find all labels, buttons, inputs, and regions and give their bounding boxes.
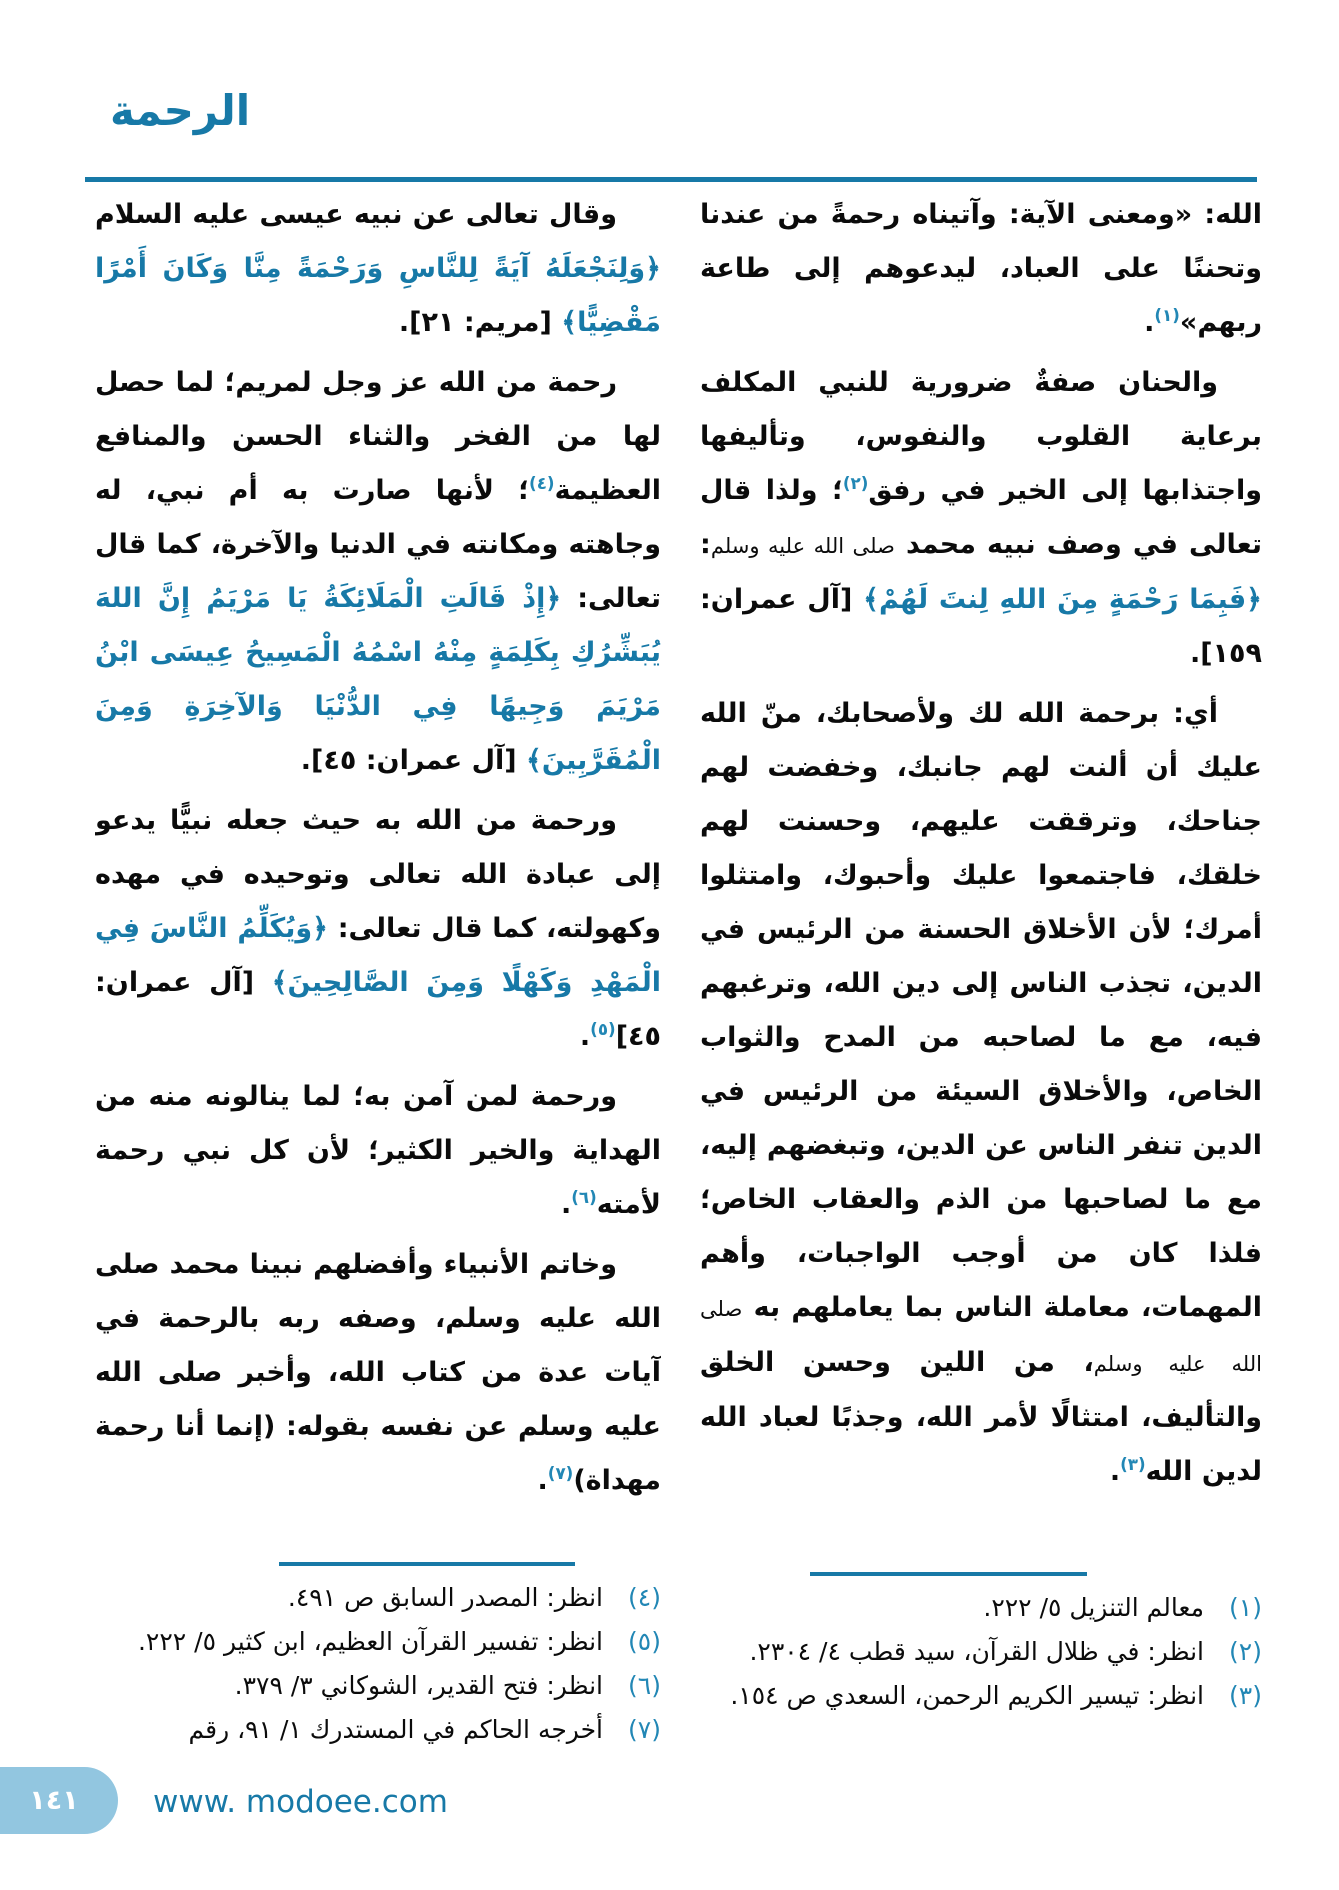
footnote-number: (٦) — [628, 1671, 661, 1700]
body-text: ورحمة لمن آمن به؛ لما ينالونه منه من الهداية والخير الكثير؛ لأن كل نبي رحمة لأمته — [95, 1081, 661, 1220]
paragraph — [95, 1238, 661, 1508]
footnote-marker: (٢) — [842, 473, 869, 493]
footnote-text: انظر: المصدر السابق ص ٤٩١. — [287, 1583, 603, 1612]
paragraph — [700, 188, 1262, 350]
footnote-marker: (٤) — [529, 473, 555, 493]
footnote-item — [700, 1586, 1262, 1630]
footnotes-left — [95, 1562, 661, 1752]
column-right — [700, 188, 1262, 1566]
page-number: ١٤١ — [29, 1785, 79, 1816]
paragraph — [95, 188, 661, 350]
footnote-item — [95, 1664, 661, 1708]
footnote-text: انظر: تيسير الكريم الرحمن، السعدي ص ١٥٤. — [730, 1681, 1204, 1710]
footnote-number: (٧) — [628, 1715, 661, 1744]
footnote-marker: (١) — [1154, 305, 1180, 325]
footnote-marker: (٣) — [1120, 1454, 1146, 1474]
body-text: وقال تعالى عن نبيه عيسى عليه السلام — [95, 199, 617, 230]
footnote-text: انظر: تفسير القرآن العظيم، ابن كثير ٥/ ٢٢٢. — [137, 1627, 603, 1656]
footnote-item — [95, 1620, 661, 1664]
quran-verse: ﴿فَبِمَا رَحْمَةٍ مِنَ اللهِ لِنتَ لَهُمْ﴾ — [863, 584, 1262, 615]
footnote-number: (٥) — [628, 1627, 661, 1656]
column-left — [95, 188, 661, 1556]
body-text: الله: «ومعنى الآية: وآتيناه رحمةً من عندنا وتحننًا على العباد، ليدعوهم إلى طاعة ربهم» — [700, 199, 1262, 338]
body-text: . — [1109, 1456, 1121, 1487]
verse-reference: [مريم: ٢١]. — [398, 307, 562, 338]
footnote-list — [95, 1576, 661, 1752]
footnote-text: معالم التنزيل ٥/ ٢٢٢. — [983, 1593, 1204, 1622]
quran-verse: ﴿وَلِنَجْعَلَهُ آيَةً لِلنَّاسِ وَرَحْمَةً مِنَّا وَكَانَ أَمْرًا مَقْضِيًّا﴾ — [95, 253, 661, 338]
paragraph — [95, 794, 661, 1064]
footnote-text: أخرجه الحاكم في المستدرك ١/ ٩١، رقم — [188, 1715, 603, 1744]
quran-verse: ﴿وَيُكَلِّمُ النَّاسَ فِي الْمَهْدِ وَكَهْلًا وَمِنَ الصَّالِحِينَ﴾ — [95, 913, 661, 998]
paragraph — [700, 356, 1262, 681]
footnote-number: (٣) — [1229, 1681, 1262, 1710]
footnote-text: انظر: في ظلال القرآن، سيد قطب ٤/ ٢٣٠٤. — [749, 1637, 1204, 1666]
body-text: . — [579, 1021, 591, 1052]
footnote-item — [95, 1576, 661, 1620]
footnote-separator — [279, 1562, 575, 1566]
body-text: ؛ ولذا قال تعالى في وصف نبيه محمد — [700, 475, 1262, 560]
footnote-number: (٤) — [628, 1583, 661, 1612]
footnote-marker: (٧) — [547, 1463, 574, 1483]
verse-reference: [آل عمران: ٤٥] — [95, 967, 661, 1052]
body-text: : — [700, 529, 711, 560]
body-text: . — [560, 1189, 572, 1220]
body-text: رحمة من الله عز وجل لمريم؛ لما حصل لها من الفخر والثناء الحسن والمنافع العظيمة — [95, 367, 661, 506]
honorific-text: صلى الله عليه وسلم — [700, 1296, 1262, 1376]
footnotes-right — [700, 1572, 1262, 1718]
body-text: أي: برحمة الله لك ولأصحابك، منّ الله عليك أن ألنت لهم جانبك، وخفضت لهم جناحك، وترققت عليهم، وحسنت لهم خلقك، فاجتمعوا عليك وأحبوك، وامتثلوا أمرك؛ لأن الأخلاق الحسنة من الرئيس في الدين، تجذب الناس إلى دين الله، وترغبهم فيه، مع ما لصاحبه من المدح والثواب الخاص، والأخلاق السيئة من الرئيس في الدين تنفر الناس عن الدين، وتبغضهم إليه، مع ما لصاحبها من الذم والعقاب الخاص؛ فلذا كان من أوجب الواجبات، وأهم المهمات، معاملة الناس بما يعاملهم به — [700, 698, 1262, 1323]
footnote-item — [95, 1708, 661, 1752]
body-text: ، من اللين وحسن الخلق والتأليف، امتثالًا لأمر الله، وجذبًا لعباد الله لدين الله — [700, 1347, 1262, 1487]
quran-verse: ﴿إِذْ قَالَتِ الْمَلَائِكَةُ يَا مَرْيَمُ إِنَّ اللهَ يُبَشِّرُكِ بِكَلِمَةٍ مِنْهُ اسْمُهُ الْمَسِيحُ عِيسَى ابْنُ مَرْيَمَ وَجِيهًا فِي الدُّنْيَا وَالآخِرَةِ وَمِنَ الْمُقَرَّبِينَ﴾ — [95, 583, 661, 776]
footnote-marker: (٥) — [590, 1019, 616, 1039]
footnote-number: (١) — [1229, 1593, 1262, 1622]
footnote-list — [700, 1586, 1262, 1718]
verse-reference: [آل عمران: ١٥٩]. — [700, 584, 1262, 669]
paragraph — [700, 687, 1262, 1499]
page-title: الرحمة — [110, 86, 251, 135]
body-text: وخاتم الأنبياء وأفضلهم نبينا محمد صلى الله عليه وسلم، وصفه ربه بالرحمة في آيات عدة من كتاب الله، وأخبر صلى الله عليه وسلم عن نفسه بقوله: (إنما أنا رحمة مهداة) — [95, 1249, 661, 1496]
body-text: . — [537, 1465, 548, 1496]
page-number-pill — [0, 1767, 118, 1834]
footnote-text: انظر: فتح القدير، الشوكاني ٣/ ٣٧٩. — [234, 1671, 603, 1700]
header-divider — [85, 177, 1257, 182]
footnote-separator — [810, 1572, 1087, 1576]
website-link[interactable]: www. modoee.com — [153, 1784, 448, 1820]
body-text: ورحمة من الله به حيث جعله نبيًّا يدعو إلى عبادة الله تعالى وتوحيده في مهده وكهولته، كما قال تعالى: — [95, 805, 661, 944]
verse-reference: [آل عمران: ٤٥]. — [300, 745, 526, 776]
paragraph — [95, 1070, 661, 1232]
paragraph — [95, 356, 661, 788]
honorific-text: صلى الله عليه وسلم — [710, 533, 895, 558]
footnote-number: (٢) — [1229, 1637, 1262, 1666]
footnote-item — [700, 1630, 1262, 1674]
body-text: . — [1144, 307, 1155, 338]
footnote-item — [700, 1674, 1262, 1718]
body-text: والحنان صفةٌ ضرورية للنبي المكلف برعاية القلوب والنفوس، وتأليفها واجتذابها إلى الخير في رفق — [700, 367, 1262, 506]
footnote-marker: (٦) — [571, 1187, 597, 1207]
body-text: ؛ لأنها صارت به أم نبي، له وجاهته ومكانته في الدنيا والآخرة، كما قال تعالى: — [95, 475, 661, 614]
